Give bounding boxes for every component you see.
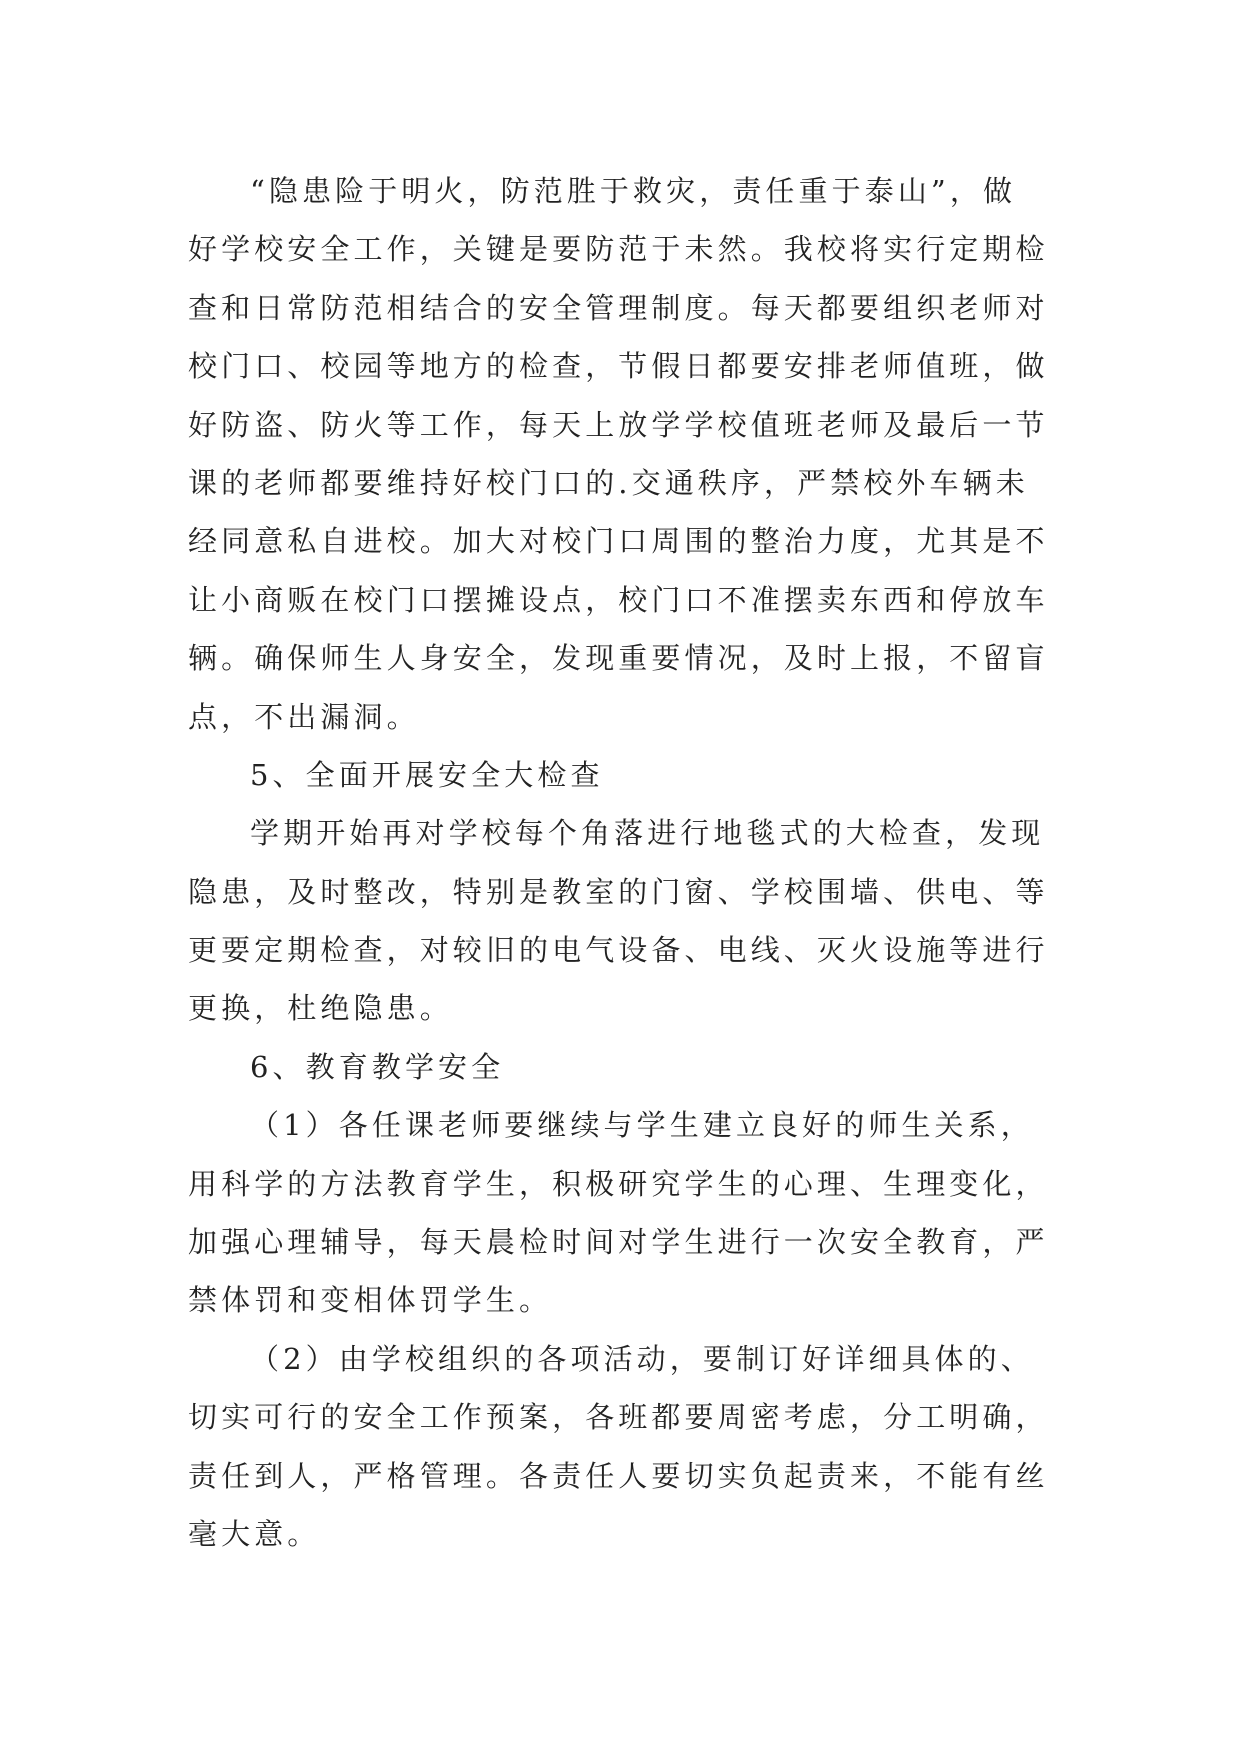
paragraph-line: 让小商贩在校门口摆摊设点，校门口不准摆卖东西和停放车 [188, 582, 1049, 617]
paragraph-line: 好防盗、防火等工作，每天上放学学校值班老师及最后一节 [188, 407, 1049, 442]
paragraph-line: （2）由学校组织的各项活动，要制订好详细具体的、 [250, 1341, 1034, 1376]
paragraph-line: 辆。确保师生人身安全，发现重要情况，及时上报，不留盲 [188, 641, 1049, 676]
paragraph-line: 学期开始再对学校每个角落进行地毯式的大检查，发现 [250, 816, 1045, 851]
paragraph-line: 切实可行的安全工作预案，各班都要周密考虑，分工明确， [188, 1400, 1049, 1435]
paragraph-line: 毫大意。 [188, 1516, 321, 1551]
paragraph-line: 加强心理辅导，每天晨检时间对学生进行一次安全教育，严 [188, 1225, 1049, 1260]
section-heading: 6、教育教学安全 [250, 1049, 505, 1084]
paragraph-line: 更换，杜绝隐患。 [188, 991, 453, 1026]
paragraph-line: （1）各任课老师要继续与学生建立良好的师生关系， [250, 1108, 1034, 1143]
paragraph-line: 课的老师都要维持好校门口的.交通秩序，严禁校外车辆未 [188, 465, 1029, 500]
paragraph-line: 用科学的方法教育学生，积极研究学生的心理、生理变化， [188, 1166, 1049, 1201]
paragraph-line: “隐患险于明火，防范胜于救灾，责任重于泰山”，做 [250, 174, 1017, 208]
paragraph-line: 隐患，及时整改，特别是教室的门窗、学校围墙、供电、等 [188, 874, 1049, 909]
paragraph-line: 查和日常防范相结合的安全管理制度。每天都要组织老师对 [188, 290, 1049, 325]
paragraph-line: 更要定期检查，对较旧的电气设备、电线、灭火设施等进行 [188, 933, 1049, 968]
paragraph-line: 校门口、校园等地方的检查，节假日都要安排老师值班，做 [188, 349, 1049, 384]
body-text [188, 162, 1058, 1563]
paragraph-line: 经同意私自进校。加大对校门口周围的整治力度，尤其是不 [188, 524, 1049, 559]
paragraph-line: 好学校安全工作，关键是要防范于未然。我校将实行定期检 [188, 232, 1049, 267]
paragraph-line: 禁体罚和变相体罚学生。 [188, 1283, 553, 1318]
paragraph-line: 点，不出漏洞。 [188, 699, 420, 734]
paragraph-line: 责任到人，严格管理。各责任人要切实负起责来，不能有丝 [188, 1458, 1049, 1493]
section-heading: 5、全面开展安全大检查 [250, 757, 604, 792]
